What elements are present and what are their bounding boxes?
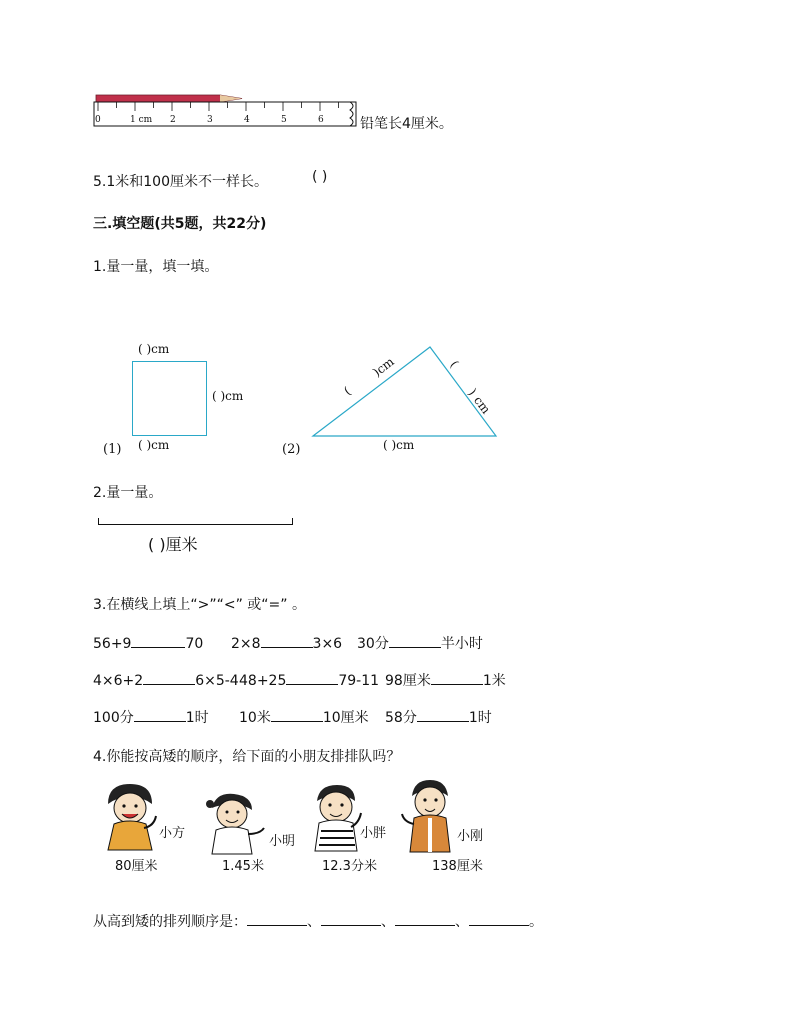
- order-sep: 、: [307, 914, 321, 930]
- order-sep: 、: [381, 914, 395, 930]
- q3-left: 2×8: [231, 636, 261, 652]
- order-blank[interactable]: [247, 911, 307, 926]
- kid-name: 小方: [159, 826, 186, 841]
- q3-right: 79-11: [338, 673, 380, 689]
- order-sep: 、: [455, 914, 469, 930]
- q3-blank[interactable]: [286, 670, 338, 685]
- section-title: 三.填空题(共5题，共22分): [93, 216, 267, 232]
- triangle-right-open-paren: (: [447, 357, 462, 371]
- square-bottom-blank[interactable]: ( )cm: [138, 438, 170, 452]
- q3-right: 半小时: [440, 636, 483, 652]
- triangle-right-blank[interactable]: ): [465, 385, 480, 399]
- kid-height: 12.3分米: [322, 859, 377, 874]
- figure-label-1: (1): [103, 442, 122, 457]
- kid-height: 1.45米: [222, 859, 264, 874]
- order-blank[interactable]: [395, 911, 455, 926]
- q1-title: 1.量一量，填一填。: [93, 259, 219, 275]
- q3-row: [93, 707, 209, 727]
- q3-title: 3.在横线上填上“>”“<” 或“=” 。: [93, 597, 306, 613]
- square-top-blank[interactable]: ( )cm: [138, 342, 170, 356]
- kid-illustration-xiaopang: [305, 783, 365, 853]
- ruler-tick-label: 1 cm: [130, 115, 153, 125]
- kid-height: 80厘米: [115, 859, 158, 874]
- q3-right: 1时: [468, 710, 492, 726]
- figure-label-2: (2): [282, 442, 301, 457]
- q3-right: 10厘米: [322, 710, 369, 726]
- kid-name: 小明: [269, 834, 296, 849]
- q3-blank[interactable]: [389, 633, 441, 648]
- triangle-left-blank[interactable]: )cm: [370, 354, 397, 380]
- q3-right: 1时: [185, 710, 209, 726]
- q3-row: [239, 707, 369, 727]
- kid-name: 小刚: [457, 829, 484, 844]
- measure-segment: [98, 518, 293, 525]
- q3-blank[interactable]: [134, 707, 186, 722]
- triangle-left-open-paren: (: [341, 383, 354, 399]
- q3-row: [357, 633, 483, 653]
- q3-left: 48+25: [239, 673, 287, 689]
- q3-left: 98厘米: [385, 673, 431, 689]
- q2-title: 2.量一量。: [93, 485, 163, 501]
- q3-left: 30分: [357, 636, 389, 652]
- ruler-tick-label: 6: [318, 115, 324, 125]
- q3-right: 70: [185, 636, 204, 652]
- order-end: 。: [529, 914, 543, 930]
- ruler-with-pencil: [92, 92, 362, 132]
- order-blank[interactable]: [469, 911, 529, 926]
- q3-right: 1米: [482, 673, 506, 689]
- q3-row: [231, 633, 342, 652]
- square-figure: [132, 361, 207, 436]
- kid-name: 小胖: [360, 826, 387, 841]
- q3-left: 100分: [93, 710, 134, 726]
- kid-illustration-xiaoming: [198, 790, 268, 856]
- square-right-blank[interactable]: ( )cm: [212, 389, 244, 403]
- q3-row: [93, 633, 203, 652]
- ruler-tick-label: 2: [170, 115, 176, 125]
- kid-height: 138厘米: [432, 859, 483, 874]
- q3-right: 3×6: [312, 636, 343, 652]
- ruler-tick-label: 3: [207, 115, 213, 125]
- kid-illustration-xiaogang: [400, 778, 456, 854]
- order-label: 从高到矮的排列顺序是：: [93, 914, 247, 930]
- q3-left: 56+9: [93, 636, 132, 652]
- order-line: [93, 911, 543, 931]
- ruler-tick-label: 5: [281, 115, 287, 125]
- q3-row: [239, 670, 379, 689]
- q5-text: 5.1米和100厘米不一样长。: [93, 174, 268, 190]
- q3-blank[interactable]: [431, 670, 483, 685]
- q3-left: 4×6+2: [93, 673, 144, 689]
- q3-row: [385, 670, 506, 690]
- triangle-bottom-blank[interactable]: ( )cm: [383, 438, 415, 452]
- q3-blank[interactable]: [261, 633, 313, 648]
- kid-illustration-xiaofang: [98, 782, 162, 852]
- q3-blank[interactable]: [417, 707, 469, 722]
- q3-blank[interactable]: [131, 633, 185, 648]
- pencil-tip: [220, 95, 242, 102]
- q3-left: 10米: [239, 710, 271, 726]
- q5-answer-paren[interactable]: ( ): [312, 169, 328, 185]
- q2-answer-blank[interactable]: ( )厘米: [148, 535, 198, 554]
- ruler-tick-label: 0: [95, 115, 101, 125]
- q3-row: [93, 670, 239, 689]
- q3-blank[interactable]: [143, 670, 195, 685]
- q3-left: 58分: [385, 710, 417, 726]
- q3-blank[interactable]: [271, 707, 323, 722]
- ruler-tick-label: 4: [244, 115, 250, 125]
- q4-title: 4.你能按高矮的顺序，给下面的小朋友排排队吗？: [93, 749, 401, 765]
- ruler-caption: 铅笔长4厘米。: [360, 116, 453, 132]
- q3-row: [385, 707, 492, 727]
- q3-right: 6×5-4: [195, 673, 239, 689]
- order-blank[interactable]: [321, 911, 381, 926]
- triangle-right-unit: cm: [471, 393, 494, 417]
